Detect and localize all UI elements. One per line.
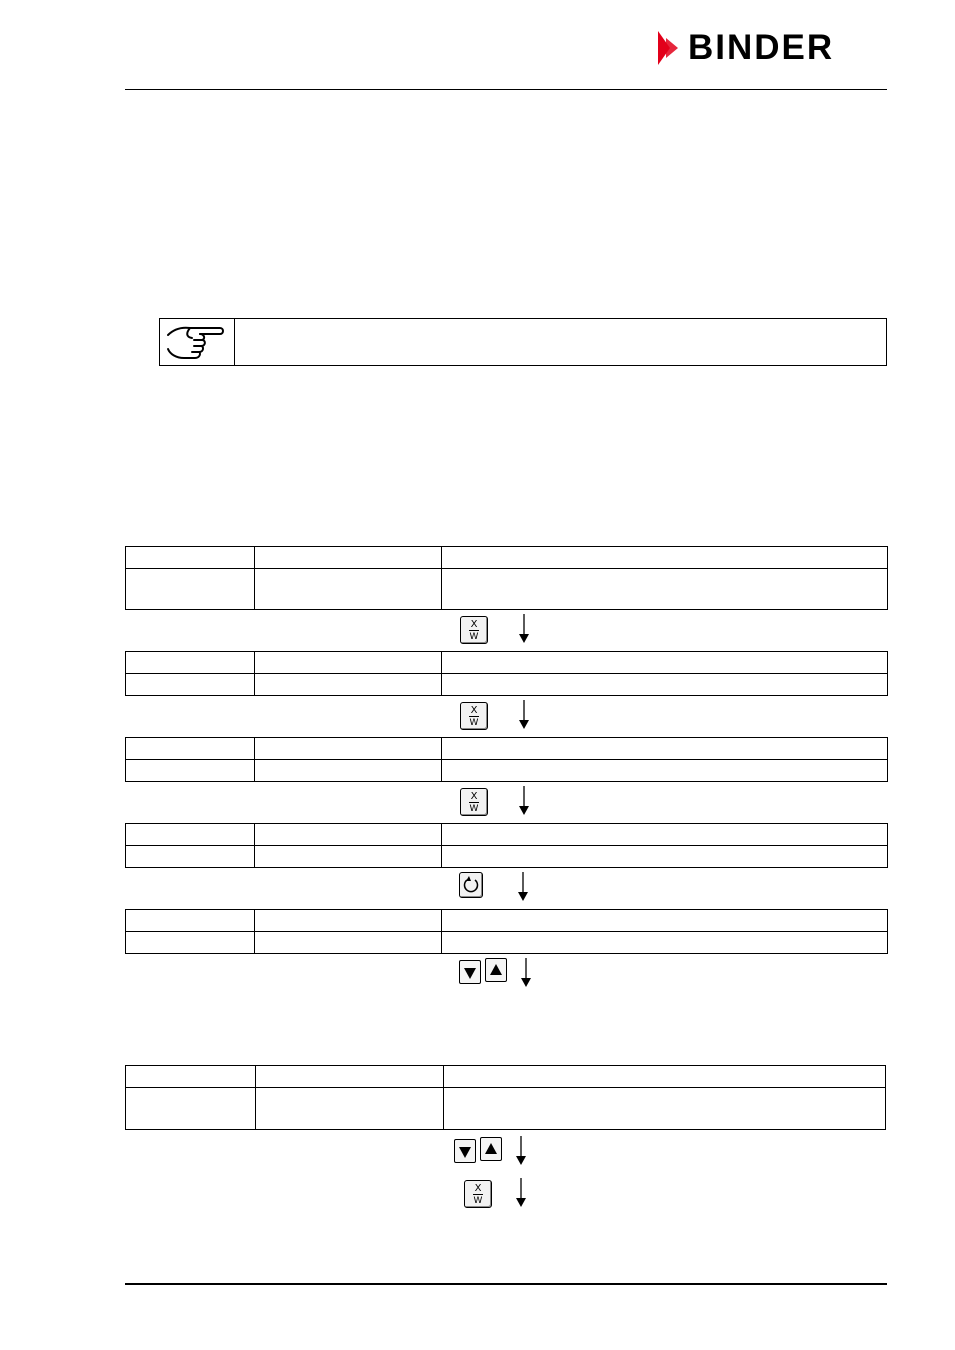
table-row: [126, 569, 888, 610]
table-cell: [255, 674, 442, 696]
table-cell: [442, 824, 888, 846]
down-key[interactable]: [459, 960, 481, 984]
table-cell: [126, 932, 255, 954]
xw-key-x: X: [474, 1183, 482, 1194]
binder-logo: [656, 29, 888, 67]
xw-key-w: W: [469, 718, 479, 728]
table-cell: [442, 932, 888, 954]
arrow-down-icon: [518, 786, 530, 816]
table-cell: [255, 824, 442, 846]
table-row: [126, 910, 888, 932]
xw-key-divider: [469, 716, 479, 717]
display-table-6: [125, 1065, 886, 1130]
table-cell: [255, 760, 442, 782]
table-cell: [126, 846, 255, 868]
table-cell: [444, 1088, 886, 1130]
table-cell: [126, 824, 255, 846]
table-cell: [126, 910, 255, 932]
xw-key[interactable]: [460, 702, 488, 730]
xw-key-divider: [469, 802, 479, 803]
display-table-4: [125, 823, 888, 868]
xw-key-w: W: [473, 1196, 483, 1206]
xw-key-divider: [473, 1194, 483, 1195]
arrow-down-icon: [517, 872, 529, 902]
note-box: [159, 318, 887, 366]
display-table-5: [125, 909, 888, 954]
arrow-down-icon: [515, 1178, 527, 1208]
table-cell: [444, 1066, 886, 1088]
arrow-down-icon: [515, 1136, 527, 1166]
table-cell: [256, 1088, 444, 1130]
xw-key-x: X: [470, 791, 478, 802]
table-cell: [126, 652, 255, 674]
arrow-down-icon: [518, 700, 530, 730]
table-cell: [126, 547, 255, 569]
table-cell: [126, 760, 255, 782]
logo-text: BINDER: [688, 28, 835, 67]
binder-logo-mark-icon: [656, 29, 682, 67]
table-cell: [255, 569, 442, 610]
display-table-2: [125, 651, 888, 696]
table-row: [126, 738, 888, 760]
table-row: [126, 824, 888, 846]
table-cell: [442, 674, 888, 696]
table-cell: [442, 910, 888, 932]
program-key[interactable]: [459, 872, 483, 898]
display-table-1: [125, 546, 888, 610]
down-key[interactable]: [454, 1139, 476, 1163]
xw-key-x: X: [470, 619, 478, 630]
arrow-down-icon: [520, 958, 532, 988]
table-cell: [256, 1066, 444, 1088]
table-row: [126, 846, 888, 868]
table-cell: [442, 760, 888, 782]
table-row: [126, 760, 888, 782]
xw-key[interactable]: [460, 788, 488, 816]
xw-key-w: W: [469, 632, 479, 642]
table-cell: [255, 738, 442, 760]
table-row: [126, 652, 888, 674]
display-table-3: [125, 737, 888, 782]
table-cell: [442, 738, 888, 760]
note-icon-cell: [160, 319, 235, 365]
table-cell: [126, 738, 255, 760]
xw-key[interactable]: [460, 616, 488, 644]
table-row: [126, 1066, 886, 1088]
up-key[interactable]: [485, 958, 507, 982]
table-cell: [255, 910, 442, 932]
table-row: [126, 932, 888, 954]
table-cell: [126, 1066, 256, 1088]
table-cell: [442, 846, 888, 868]
footer-rule: [125, 1283, 887, 1285]
table-cell: [255, 652, 442, 674]
note-text: [235, 319, 886, 365]
table-cell: [442, 569, 888, 610]
pointing-hand-icon: [164, 321, 226, 363]
xw-key-w: W: [469, 804, 479, 814]
table-cell: [126, 1088, 256, 1130]
table-row: [126, 674, 888, 696]
xw-key-divider: [469, 630, 479, 631]
xw-key[interactable]: [464, 1180, 492, 1208]
arrow-down-icon: [518, 614, 530, 644]
table-cell: [442, 547, 888, 569]
triangle-down-icon: [459, 1147, 471, 1158]
table-row: [126, 547, 888, 569]
triangle-down-icon: [464, 968, 476, 979]
table-cell: [442, 652, 888, 674]
up-key[interactable]: [480, 1137, 502, 1161]
triangle-up-icon: [490, 964, 502, 975]
table-row: [126, 1088, 886, 1130]
header-rule: [125, 89, 887, 90]
table-cell: [255, 547, 442, 569]
table-cell: [255, 932, 442, 954]
table-cell: [126, 674, 255, 696]
table-cell: [126, 569, 255, 610]
triangle-up-icon: [485, 1143, 497, 1154]
xw-key-x: X: [470, 705, 478, 716]
circular-arrow-icon: [460, 873, 482, 897]
table-cell: [255, 846, 442, 868]
